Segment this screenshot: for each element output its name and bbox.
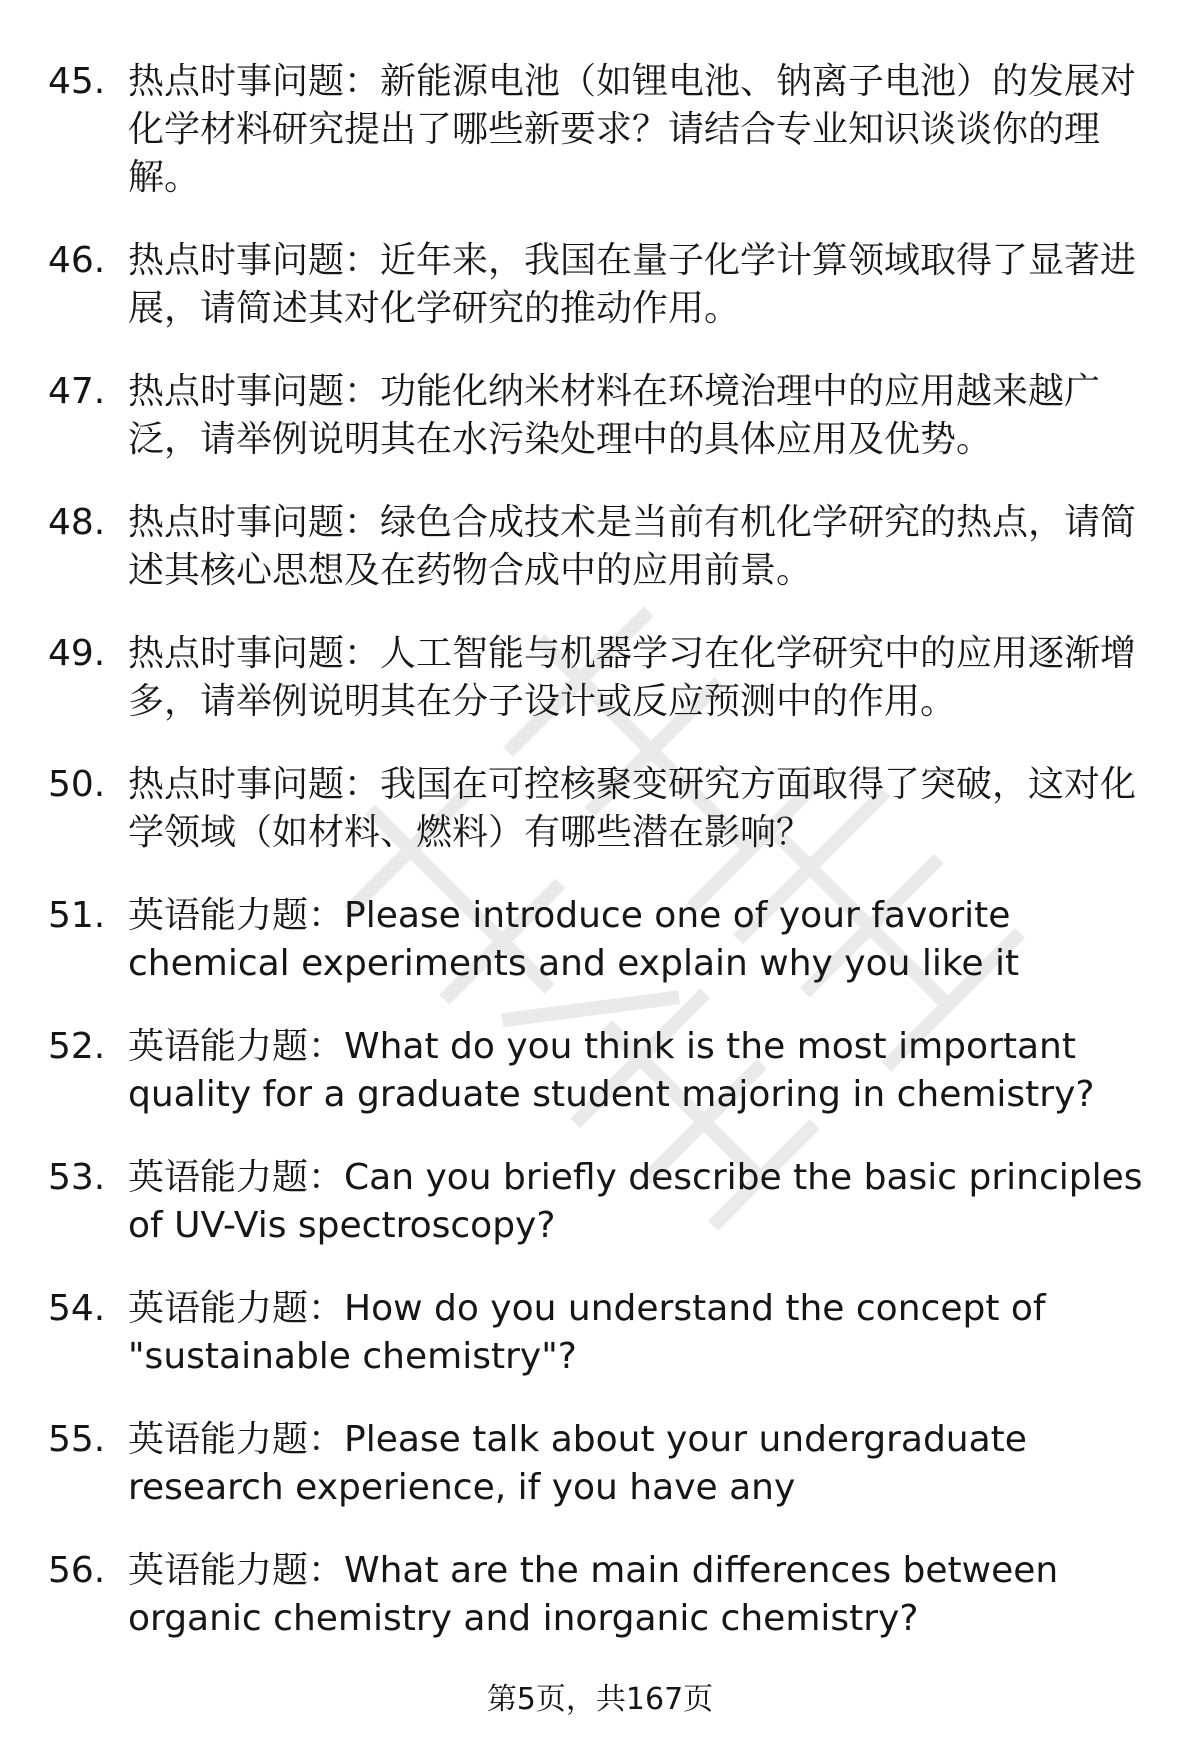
question-number: 46. xyxy=(48,240,106,281)
question-number: 51. xyxy=(48,895,106,936)
question-item xyxy=(48,1547,1158,1643)
question-text: 热点时事问题：我国在可控核聚变研究方面取得了突破，这对化学领域（如材料、燃料）有哪些潜在影响？ xyxy=(128,764,1137,853)
question-number: 56. xyxy=(48,1550,106,1591)
question-item xyxy=(48,499,1158,595)
question-item xyxy=(48,58,1158,202)
question-number: 54. xyxy=(48,1288,106,1329)
question-text: 英语能力题：What are the main differences between organic chemistry and inorganic chemistry? xyxy=(128,1550,1059,1639)
question-text: 英语能力题：Please introduce one of your favorite chemical experiments and explain why you like it xyxy=(128,895,1020,984)
question-item xyxy=(48,1023,1158,1119)
question-text: 热点时事问题：人工智能与机器学习在化学研究中的应用逐渐增多，请举例说明其在分子设计或反应预测中的作用。 xyxy=(128,633,1137,722)
question-text: 热点时事问题：绿色合成技术是当前有机化学研究的热点，请简述其核心思想及在药物合成中的应用前景。 xyxy=(128,502,1137,591)
question-item xyxy=(48,761,1158,857)
question-number: 53. xyxy=(48,1157,106,1198)
question-text: 英语能力题：Can you briefly describe the basic principles of UV-Vis spectroscopy? xyxy=(128,1157,1143,1246)
page-number-footer: 第5页，共167页 xyxy=(486,1682,714,1717)
question-number: 50. xyxy=(48,764,106,805)
question-item xyxy=(48,1285,1158,1381)
question-item xyxy=(48,1416,1158,1512)
question-item xyxy=(48,237,1158,333)
question-number: 52. xyxy=(48,1026,106,1067)
question-item xyxy=(48,892,1158,988)
question-text: 英语能力题：What do you think is the most important quality for a graduate student majoring in chemistry? xyxy=(128,1026,1095,1115)
question-text: 热点时事问题：近年来，我国在量子化学计算领域取得了显著进展，请简述其对化学研究的推动作用。 xyxy=(128,240,1137,329)
question-item xyxy=(48,368,1158,464)
question-item xyxy=(48,630,1158,726)
question-text: 热点时事问题：功能化纳米材料在环境治理中的应用越来越广泛，请举例说明其在水污染处理中的具体应用及优势。 xyxy=(128,371,1101,460)
question-number: 49. xyxy=(48,633,106,674)
question-text: 英语能力题：Please talk about your undergraduate research experience, if you have any xyxy=(128,1419,1027,1508)
question-text: 英语能力题：How do you understand the concept of "sustainable chemistry"? xyxy=(128,1288,1046,1377)
question-number: 48. xyxy=(48,502,106,543)
question-number: 55. xyxy=(48,1419,106,1460)
question-list xyxy=(48,58,1158,1678)
question-item xyxy=(48,1154,1158,1250)
question-text: 热点时事问题：新能源电池（如锂电池、钠离子电池）的发展对化学材料研究提出了哪些新要求？请结合专业知识谈谈你的理解。 xyxy=(128,61,1137,198)
question-number: 45. xyxy=(48,61,106,102)
question-number: 47. xyxy=(48,371,106,412)
